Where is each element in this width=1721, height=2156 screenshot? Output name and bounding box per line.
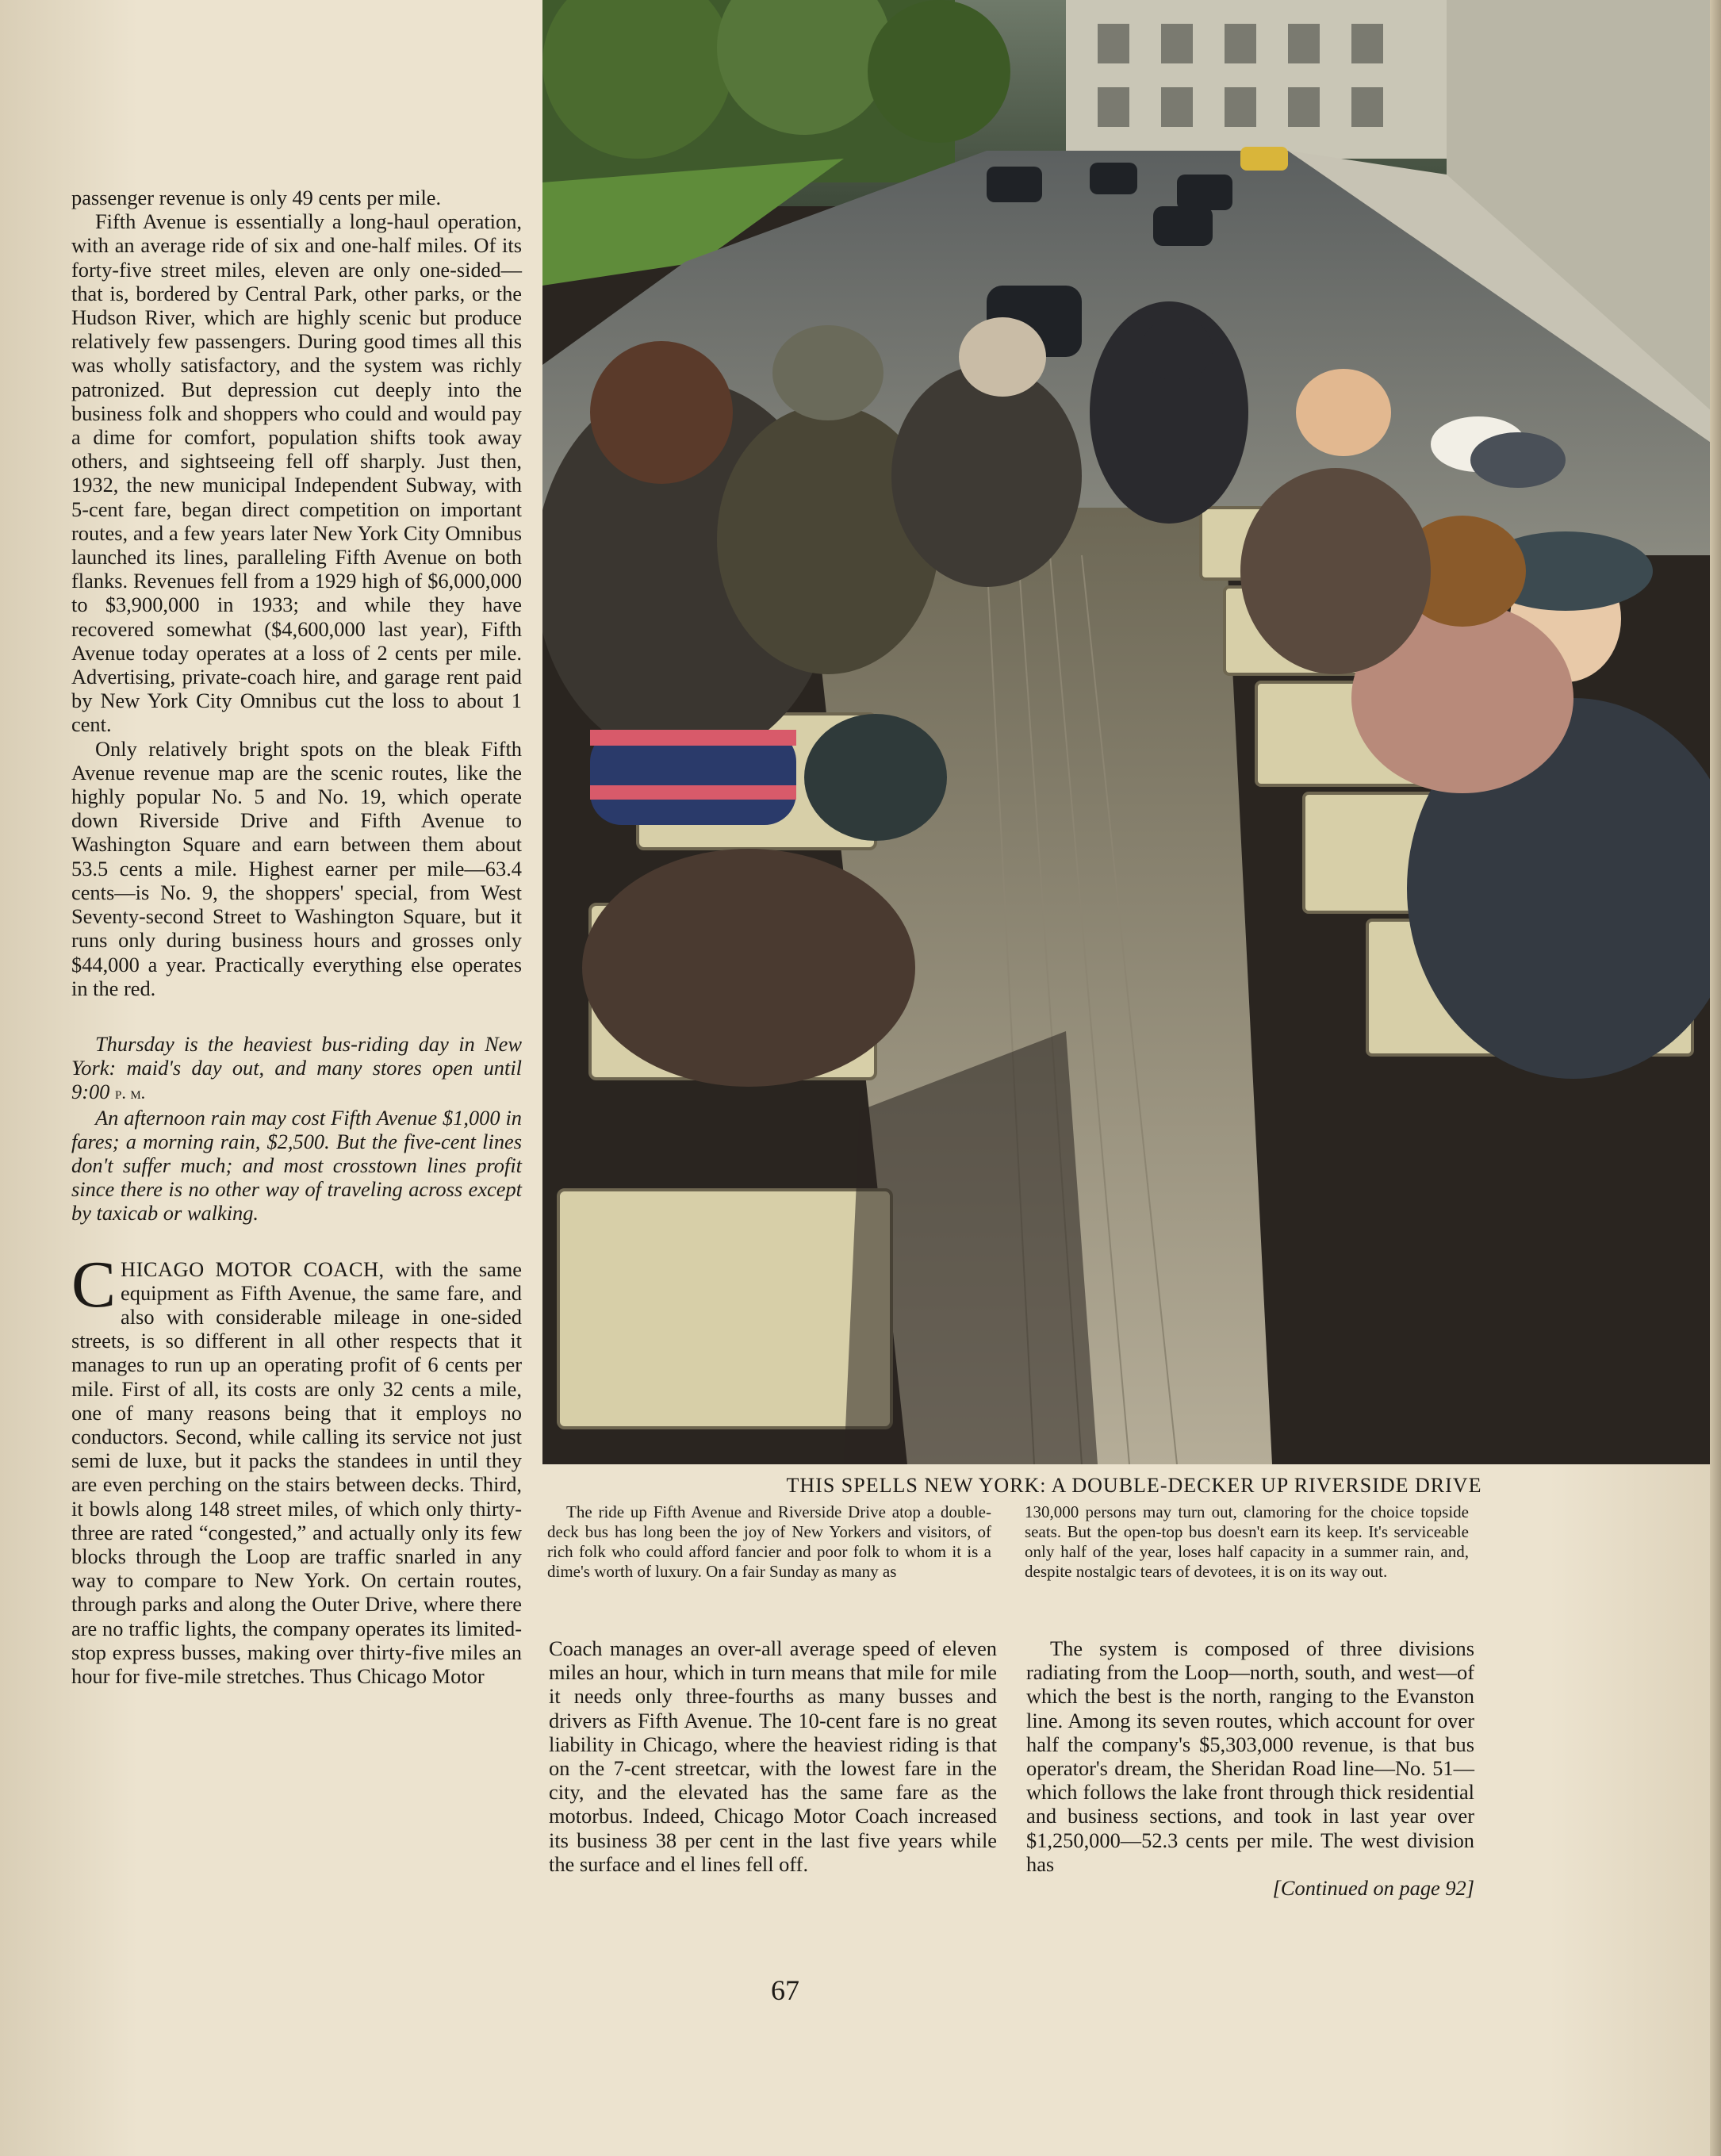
drop-cap: C <box>71 1247 117 1322</box>
chicago-section <box>71 1247 522 1689</box>
page-number: 67 <box>771 1974 799 2006</box>
photo-caption-left <box>547 1502 991 1582</box>
page-gutter <box>1710 0 1721 2156</box>
continued-link[interactable]: [Continued on page 92] <box>1272 1876 1474 1901</box>
italic-notes <box>71 1032 522 1226</box>
caption-text: The ride up Fifth Avenue and Riverside Drive atop a double-deck bus has long been the joy of New Yorkers and visitors, of rich folk who could afford fancier and poor folk to whom it is a dime's worth of luxury. On a fair Sunday as many as <box>547 1502 991 1581</box>
paragraph: CHICAGO MOTOR COACH, with the same equipment as Fifth Avenue, the same fare, and also with considerable mileage in one-sided streets, is so different in all other respects that it manages to run up an operating profit of 6 cents per mile. First of all, its costs are only 32 cents a mile, one of many reasons being that it employs no conductors. Second, while calling its service not just semi de luxe, but it packs the standees in until they are even perching on the stairs between decks. Third, it bowls along 148 street miles, of which only thirty-three are rated “congested,” and actually only its few blocks through the Loop are traffic snarled in any way to compare to New York. On certain routes, through parks and along the Outer Drive, where there are no traffic lights, the company operates its limited-stop express busses, making over thirty-five miles an hour for five-mile stretches. Thus Chicago Motor <box>71 1247 522 1688</box>
caption-text: 130,000 persons may turn out, clamoring for the choice topside seats. But the open-top bus doesn't earn its keep. It's serviceable only half of the year, loses half capacity in a summer rain, and, despite nostalgic tears of devotees, it is on its way out. <box>1025 1502 1469 1581</box>
bus-photo <box>542 0 1713 1464</box>
italic-note: An afternoon rain may cost Fifth Avenue $1,000 in fares; a morning rain, $2,500. But the five-cent lines don't suffer much; and most crosstown lines profit since there is no other way of traveling across except by taxicab or walking. <box>71 1105 522 1226</box>
double-decker-photo-illustration <box>542 0 1713 1464</box>
paragraph: Fifth Avenue is essentially a long-haul operation, with an average ride of six and one-half miles. Of its forty-five street miles, eleven are only one-sided—that is, bordered by Central Park, other parks, or the Hudson River, which are highly scenic but produce relatively few passengers. During good times all this was wholly satisfactory, and the system was richly patronized. But depression cut deeply into the business folk and shoppers who could and would pay a dime for comfort, population shifts took away others, and sightseeing fell off sharply. Just then, 1932, the new municipal Independent Subway, with 5-cent fare, began direct competition on important routes, and a few years later New York City Omnibus launched its lines, paralleling Fifth Avenue on both flanks. Revenues fell from a 1929 high of $6,000,000 to $3,900,000 in 1933; and while they have recovered somewhat ($4,600,000 last year), Fifth Avenue today operates at a loss of 2 cents per mile. Advertising, private-coach hire, and garage rent paid by New York City Omnibus cut the loss to about 1 cent. <box>71 209 522 737</box>
left-text-column <box>71 186 522 1688</box>
photo-caption-title: THIS SPELLS NEW YORK: A DOUBLE-DECKER UP RIVERSIDE DRIVE <box>786 1474 1482 1497</box>
middle-text-column <box>549 1636 997 1876</box>
right-text-column <box>1026 1636 1474 1900</box>
paragraph: Only relatively bright spots on the bleak Fifth Avenue revenue map are the scenic routes, like the highly popular No. 5 and No. 19, which operate down Riverside Drive and Fifth Avenue to Washington Square and earn between them about 53.5 cents a mile. Highest earner per mile—63.4 cents—is No. 9, the shoppers' special, from West Seventy-second Street to Washington Square, but it runs only during business hours and grosses only $44,000 a year. Practically everything else operates in the red. <box>71 736 522 1000</box>
italic-note: Thursday is the heaviest bus-riding day in New York: maid's day out, and many stores open until 9:00 p. m. <box>71 1031 522 1104</box>
paragraph: Coach manages an over-all average speed of eleven miles an hour, which in turn means that mile for mile it needs only three-fourths as many busses and drivers as Fifth Avenue. The 10-cent fare is no great liability in Chicago, where the heaviest riding is that on the 7-cent streetcar, with the lowest fare in the city, and the elevated has the same fare as the motorbus. Indeed, Chicago Motor Coach increased its business 38 per cent in the last five years while the surface and el lines fell off. <box>549 1636 997 1876</box>
lead-caps: HICAGO MOTOR COACH, <box>121 1256 385 1281</box>
paragraph: The system is composed of three divisions radiating from the Loop—north, south, and west—of which the best is the north, ranging to the Evanston line. Among its seven routes, which account for over half the company's $5,303,000 revenue, is that bus operator's dream, the Sheridan Road line—No. 51—which follows the lake front through thick residential and business sections, and took in last year over $1,250,000—52.3 cents per mile. The west division has <box>1026 1636 1474 1876</box>
photo-caption-right <box>1025 1502 1469 1582</box>
pm-marker: p. m. <box>114 1083 146 1103</box>
paragraph: passenger revenue is only 49 cents per mile. <box>71 186 442 209</box>
